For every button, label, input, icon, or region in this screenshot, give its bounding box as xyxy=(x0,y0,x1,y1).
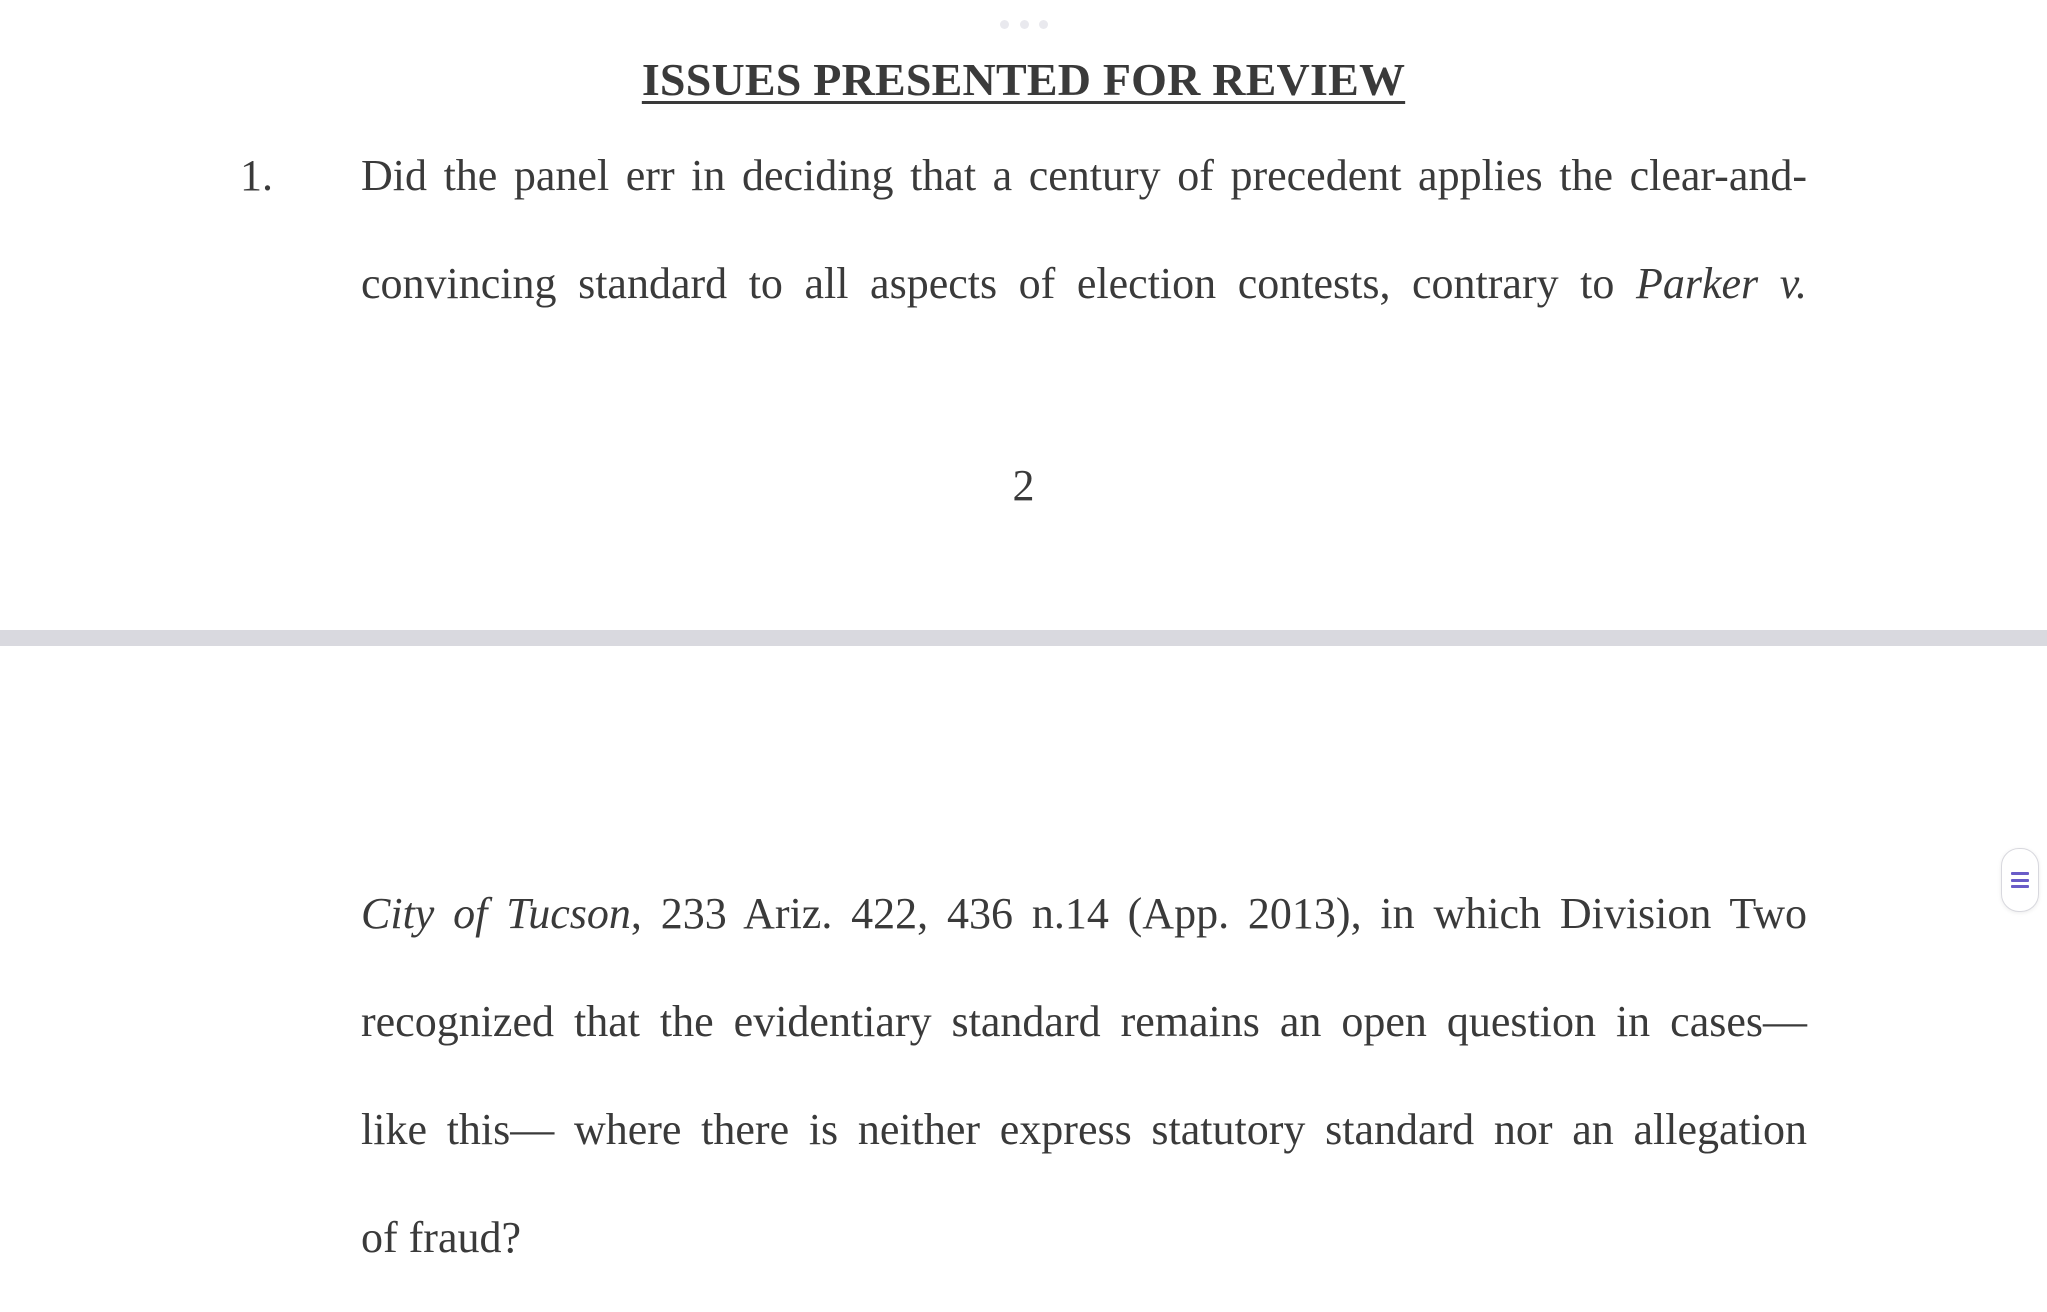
list-icon xyxy=(2011,872,2029,888)
section-heading xyxy=(0,52,2047,108)
case-citation-italic: Parker v. xyxy=(1635,259,1807,308)
section-heading-text: ISSUES PRESENTED FOR REVIEW xyxy=(641,54,1406,105)
page-number: 2 xyxy=(1012,461,1035,510)
drag-dot xyxy=(1000,20,1009,29)
page-divider xyxy=(0,630,2047,646)
table-of-contents-button[interactable] xyxy=(2001,848,2039,912)
drag-dot xyxy=(1039,20,1048,29)
issue-text-line: of fraud? xyxy=(361,1213,522,1262)
case-citation-italic: City of Tucson xyxy=(361,889,631,938)
document-page-2 xyxy=(0,0,2047,630)
issue-text-segment: convincing standard to all aspects of election contests, contrary to xyxy=(361,259,1636,308)
issue-text-line xyxy=(361,886,1807,942)
drag-handle[interactable] xyxy=(1000,18,1048,30)
issue-text-line: Did the panel err in deciding that a century of precedent applies the clear-and- xyxy=(361,151,1807,200)
drag-dot xyxy=(1020,20,1029,29)
issue-text-line xyxy=(361,256,1807,312)
issue-text-segment: , 233 Ariz. 422, 436 n.14 (App. 2013), in which Division Two xyxy=(630,889,1808,938)
issue-text-line: like this— where there is neither express statutory standard nor an allegation xyxy=(361,1105,1807,1154)
issue-text-line: recognized that the evidentiary standard remains an open question in cases— xyxy=(361,997,1807,1046)
issue-number: 1. xyxy=(240,151,273,200)
